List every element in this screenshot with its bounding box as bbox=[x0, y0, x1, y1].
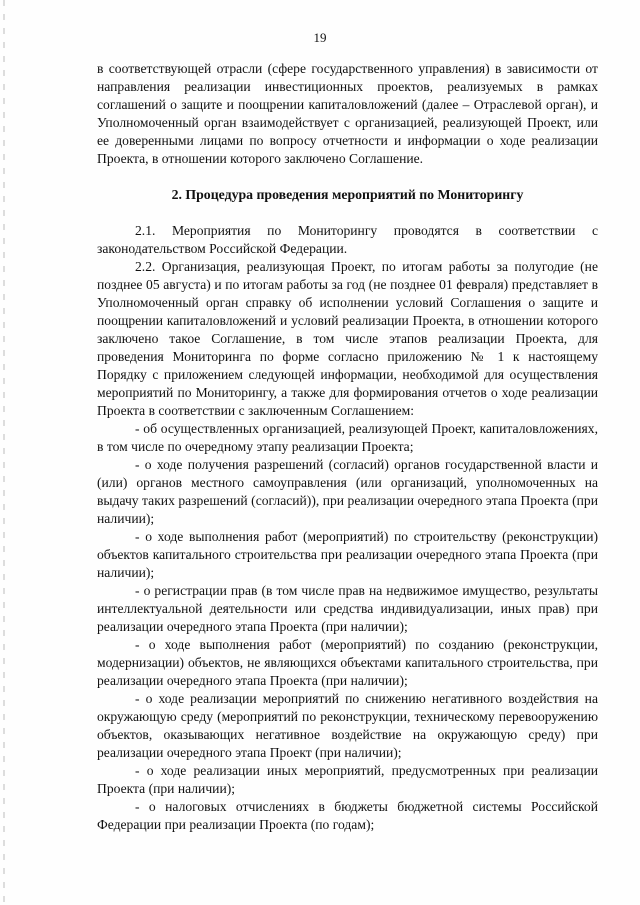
section-heading: 2. Процедура проведения мероприятий по Мониторингу bbox=[171, 187, 524, 202]
list-item: - о ходе выполнения работ (мероприятий) по строительству (реконструкции) объектов капитального строительства при реализации очередного этапа Проекта (при наличии); bbox=[97, 529, 598, 580]
list-item: - об осуществленных организацией, реализующей Проект, капиталовложениях, в том числе по очередному этапу реализации Проекта; bbox=[97, 421, 598, 454]
list-item: - о ходе реализации мероприятий по снижению негативного воздействия на окружающую среду (мероприятий по реконструкции, техническому перевооружению объектов, оказывающих негативное воздействие на окружающую среду) при реализации очередного этапа Проект (при наличии); bbox=[97, 691, 598, 760]
document-body bbox=[97, 60, 598, 834]
list-item: - о регистрации прав (в том числе прав на недвижимое имущество, результаты интеллектуальной деятельности или средства индивидуализации, иных прав) при реализации очередного этапа Проекта (при наличии); bbox=[97, 583, 598, 634]
intro-paragraph: в соответствующей отрасли (сфере государственного управления) в зависимости от направления реализации инвестиционных проектов, реализуемых в рамках соглашений о защите и поощрении капиталовложений (далее – Отраслевой орган), и Уполномоченный орган взаимодействует с организацией, реализующей Проект, или ее доверенными лицами по вопросу отчетности и информации о ходе реализации Проекта, в отношении которого заключено Соглашение. bbox=[97, 61, 598, 166]
list-item: - о ходе реализации иных мероприятий, предусмотренных при реализации Проекта (при наличии); bbox=[97, 763, 598, 796]
clause-2-1: 2.1. Мероприятия по Мониторингу проводятся в соответствии с законодательством Российской Федерации. bbox=[97, 223, 598, 256]
list-item: - о ходе получения разрешений (согласий) органов государственной власти и (или) органов местного самоуправления (или организаций, уполномоченных на выдачу таких разрешений (согласий)), при реализации очередного этапа Проекта (при наличии); bbox=[97, 457, 598, 526]
list-item: - о налоговых отчислениях в бюджеты бюджетной системы Российской Федерации при реализации Проекта (по годам); bbox=[97, 799, 598, 832]
page-number: 19 bbox=[313, 30, 327, 45]
scan-edge bbox=[3, 0, 5, 905]
info-list bbox=[97, 420, 598, 834]
list-item: - о ходе выполнения работ (мероприятий) по созданию (реконструкции, модернизации) объектов, не являющихся объектами капитального строительства, при реализации очередного этапа Проекта (при наличии); bbox=[97, 637, 598, 688]
clause-2-2: 2.2. Организация, реализующая Проект, по итогам работы за полугодие (не позднее 05 августа) и по итогам работы за год (не позднее 01 февраля) представляет в Уполномоченный орган справку об исполнении условий Соглашения о защите и поощрении капиталовложений и условий реализации Проекта, в отношении которого заключено такое Соглашение, в том числе этапов реализации Проекта, для проведения Мониторинга по форме согласно приложению № 1 к настоящему Порядку с приложением следующей информации, необходимой для осуществления мероприятий по Мониторингу, а также для формирования отчетов о ходе реализации Проекта в соответствии с заключенным Соглашением: bbox=[97, 259, 598, 418]
